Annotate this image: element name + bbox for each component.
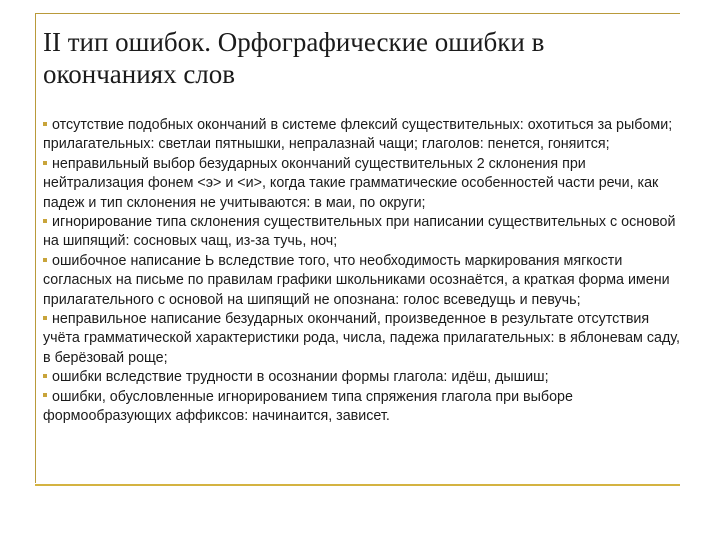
bullet-icon bbox=[43, 374, 47, 378]
top-border-line bbox=[35, 13, 680, 14]
bullet-icon bbox=[43, 258, 47, 262]
slide-title: II тип ошибок. Орфографические ошибки в окончаниях слов bbox=[43, 27, 545, 89]
list-item bbox=[43, 388, 683, 427]
bullet-icon bbox=[43, 393, 47, 397]
bullet-icon bbox=[43, 316, 47, 320]
list-item bbox=[43, 155, 683, 213]
list-item bbox=[43, 213, 683, 252]
list-item-text: ошибки вследствие трудности в осознании формы глагола: идёш, дышиш; bbox=[52, 369, 549, 386]
list-item-text: ошибочное написание Ь вследствие того, что необходимость маркирования мягкости согласных на письме по правилам графики школьниками осознаётся, а краткая форма имени прилагательного с основой на шипящий не опознана: голос всеведущь и певучь; bbox=[43, 252, 670, 308]
list-item bbox=[43, 368, 683, 387]
bullet-icon bbox=[43, 219, 47, 223]
list-item bbox=[43, 252, 683, 310]
list-item-text: ошибки, обусловленные игнорированием типа спряжения глагола при выборе формообразующих аффиксов: начинаится, зависет. bbox=[43, 388, 573, 425]
list-item bbox=[43, 116, 683, 155]
list-item bbox=[43, 310, 683, 368]
list-item-text: неправильное написание безударных окончаний, произведенное в результате отсутствия учёта грамматической характеристики рода, числа, падежа прилагательных: в яблоневам саду, в берёзовай роще; bbox=[43, 311, 680, 366]
bullet-icon bbox=[43, 161, 47, 165]
list-item-text: отсутствие подобных окончаний в системе флексий существительных: охотиться за рыбоми; прилагательных: светлаи пятнышки, непралазнай чащи; глаголов: пенется, гоняится; bbox=[43, 117, 673, 153]
bullet-icon bbox=[43, 122, 47, 126]
bottom-border-line bbox=[35, 484, 680, 486]
bullet-list bbox=[43, 116, 683, 427]
list-item-text: игнорирование типа склонения существительных при написании существительных с основой на шипящий: сосновых чащ, из-за тучь, ноч; bbox=[43, 214, 676, 250]
list-item-text: неправильный выбор безударных окончаний существительных 2 склонения при нейтрализация фонем <э> и <и>, когда такие грамматические особенностей части речи, как падеж и тип склонения не учитываются: в маи, по округи; bbox=[43, 155, 659, 211]
left-border-line bbox=[35, 13, 36, 483]
